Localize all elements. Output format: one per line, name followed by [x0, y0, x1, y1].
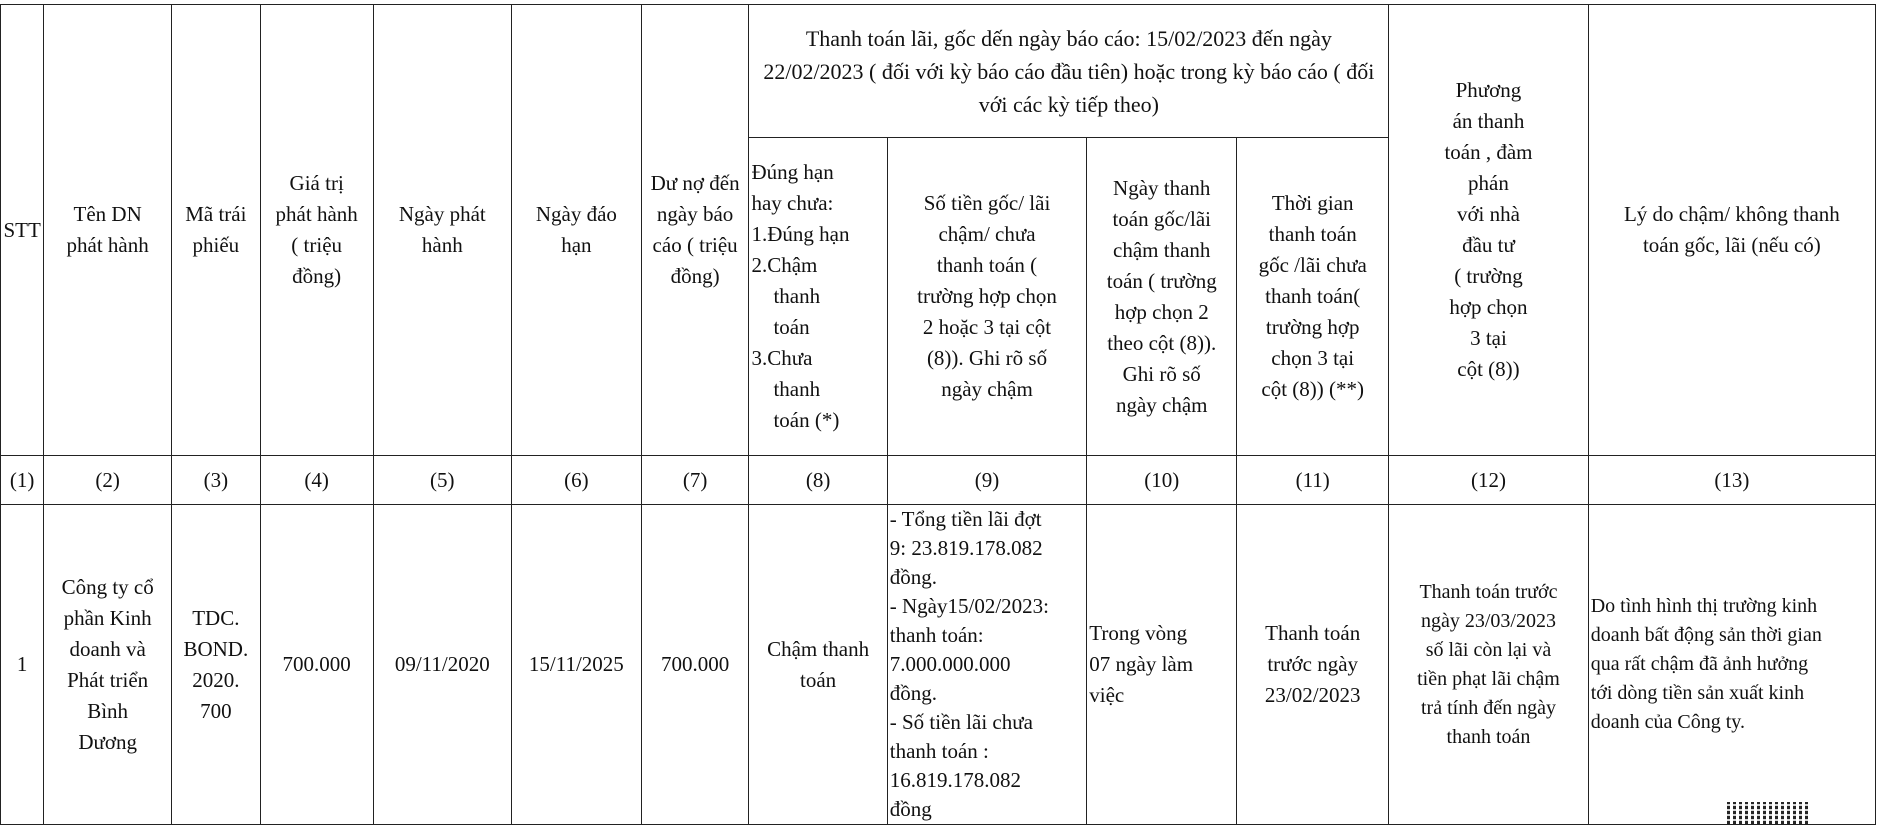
column-number: (7): [641, 456, 749, 505]
col8-option-2-cont: thanh toán: [773, 284, 821, 339]
qr-code-icon: [1727, 802, 1811, 824]
column-number: (6): [511, 456, 641, 505]
header-ngay-dao-han: Ngày đáo hạn: [511, 5, 641, 456]
header-phuong-an: Phương án thanh toán , đàm phán với nhà đầu tư ( trường hợp chọn 3 tại cột (8)): [1389, 5, 1589, 456]
col8-option-2: 2.Chậm: [751, 253, 818, 277]
cell-ly-do: Do tình hình thị trường kinh doanh bất động sản thời gian qua rất chậm đã ảnh hưởng tới dòng tiền sản xuất kinh doanh của Công ty.: [1588, 505, 1875, 825]
column-number: (10): [1087, 456, 1237, 505]
col8-option-3: 3.Chưa: [751, 346, 813, 370]
header-col8: [749, 138, 887, 456]
col8-intro: Đúng hạn hay chưa:: [751, 160, 834, 215]
column-number: (5): [373, 456, 511, 505]
header-ngay-phat-hanh: Ngày phát hành: [373, 5, 511, 456]
cell-ten-dn: Công ty cổ phần Kinh doanh và Phát triển Bình Dương: [44, 505, 172, 825]
cell-thoi-gian-thanh-toan: Thanh toán trước ngày 23/02/2023: [1237, 505, 1389, 825]
header-group-thanh-toan: Thanh toán lãi, gốc dến ngày báo cáo: 15/02/2023 đến ngày 22/02/2023 ( đối với kỳ báo cáo đầu tiên) hoặc trong kỳ báo cáo ( đối với các kỳ tiếp theo): [749, 5, 1389, 138]
cell-ma-trai-phieu: TDC. BOND. 2020. 700: [172, 505, 261, 825]
col8-option-1: 1.Đúng hạn: [751, 222, 850, 246]
col8-option-3-cont: thanh toán (*): [773, 377, 840, 432]
header-du-no: Dư nợ đến ngày báo cáo ( triệu đồng): [641, 5, 749, 456]
header-ten-dn: Tên DN phát hành: [44, 5, 172, 456]
bond-report-table: [0, 4, 1876, 825]
column-number: (1): [1, 456, 44, 505]
header-gia-tri: Giá trị phát hành ( triệu đồng): [260, 5, 373, 456]
column-number: (2): [44, 456, 172, 505]
cell-du-no: 700.000: [641, 505, 749, 825]
header-ly-do: Lý do chậm/ không thanh toán gốc, lãi (nếu có): [1588, 5, 1875, 456]
cell-tinh-trang: Chậm thanh toán: [749, 505, 887, 825]
column-number-row: [1, 456, 1876, 505]
header-col9: Số tiền gốc/ lãi chậm/ chưa thanh toán ( trường hợp chọn 2 hoặc 3 tại cột (8)). Ghi rõ số ngày chậm: [887, 138, 1087, 456]
column-number: (3): [172, 456, 261, 505]
cell-ngay-thanh-toan-cham: Trong vòng 07 ngày làm việc: [1087, 505, 1237, 825]
column-number: (8): [749, 456, 887, 505]
cell-gia-tri: 700.000: [260, 505, 373, 825]
table-row: [1, 505, 1876, 825]
cell-phuong-an: Thanh toán trước ngày 23/03/2023 số lãi còn lại và tiền phạt lãi chậm trả tính đến ngày thanh toán: [1389, 505, 1589, 825]
column-number: (4): [260, 456, 373, 505]
header-col10: Ngày thanh toán gốc/lãi chậm thanh toán ( trường hợp chọn 2 theo cột (8)). Ghi rõ số ngày chậm: [1087, 138, 1237, 456]
cell-ngay-dao-han: 15/11/2025: [511, 505, 641, 825]
column-number: (12): [1389, 456, 1589, 505]
cell-ngay-phat-hanh: 09/11/2020: [373, 505, 511, 825]
column-number: (13): [1588, 456, 1875, 505]
header-ma-trai-phieu: Mã trái phiếu: [172, 5, 261, 456]
header-col11: Thời gian thanh toán gốc /lãi chưa thanh toán( trường hợp chọn 3 tại cột (8)) (**): [1237, 138, 1389, 456]
cell-stt: 1: [1, 505, 44, 825]
cell-so-tien: - Tổng tiền lãi đợt 9: 23.819.178.082 đồng. - Ngày15/02/2023: thanh toán: 7.000.000.000 đồng. - Số tiền lãi chưa thanh toán : 16.819.178.082 đồng: [887, 505, 1087, 825]
header-stt: STT: [1, 5, 44, 456]
column-number: (9): [887, 456, 1087, 505]
column-number: (11): [1237, 456, 1389, 505]
